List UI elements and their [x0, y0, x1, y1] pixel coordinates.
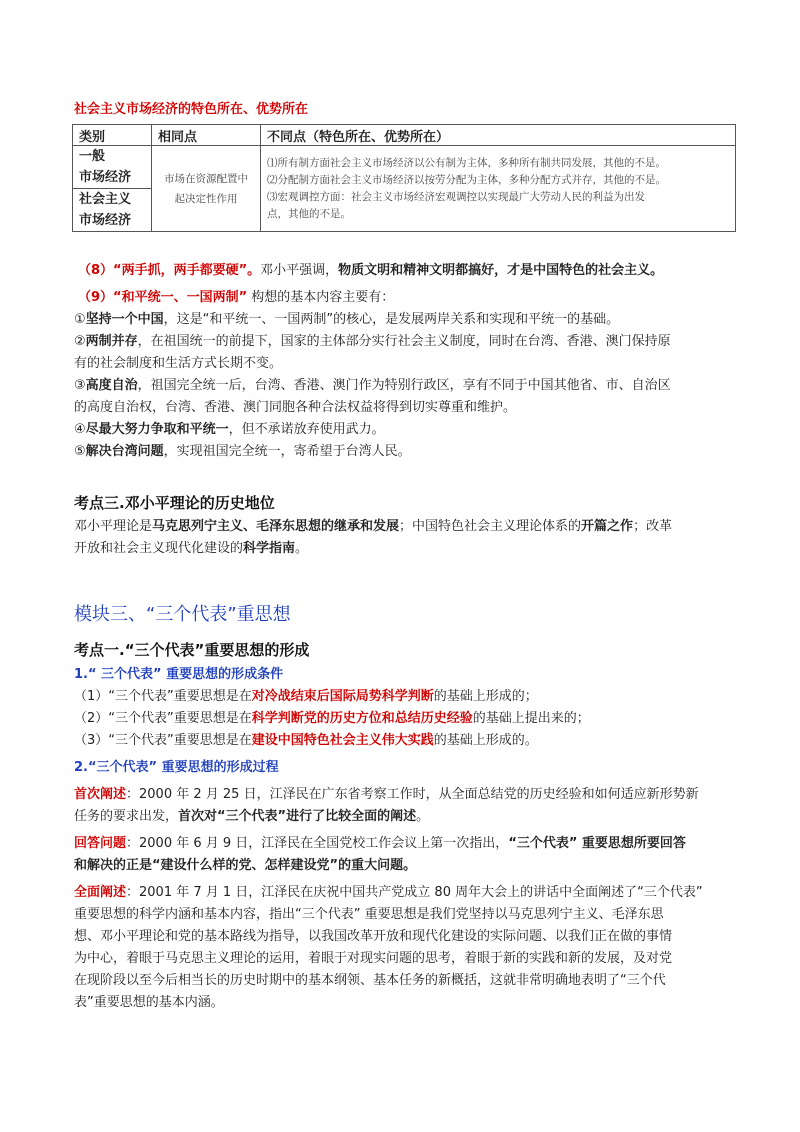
list-item-continuation: 有的社会制度和生活方式长期不变。 [74, 356, 283, 371]
condition-line: （3）“三个代表”重要思想是在建设中国特色社会主义伟大实践的基础上形成的。 [74, 733, 538, 748]
paragraph-line: 在现阶段以至今后相当长的历史时期中的基本纲领、基本任务的新概括，这就非常明确地表明了“三个代 [74, 973, 666, 988]
header-same: 相同点 [152, 125, 261, 146]
paragraph-line: 开放和社会主义现代化建设的科学指南。 [74, 541, 309, 556]
paragraph-line: 想、邓小平理论和党的基本路线为指导，以我国改革开放和现代化建设的实际问题、以我们正在做的事情 [74, 929, 673, 944]
point-8: （8）“两手抓，两手都要硬”。邓小平强调，物质文明和精神文明都搞好，才是中国特色的社会主义。 [78, 263, 664, 278]
paragraph-line: 重要思想的科学内涵和基本内容，指出“三个代表” 重要思想是我们党坚持以马克思列宁主义、毛泽东思 [74, 907, 664, 922]
comparison-table [72, 124, 736, 232]
condition-line: （2）“三个代表”重要思想是在科学判断党的历史方位和总结历史经验的基础上提出来的； [74, 711, 590, 726]
diff-cell [261, 146, 736, 232]
list-item-continuation: 的高度自治权，台湾、香港、澳门同胞各种合法权益将得到切实尊重和维护。 [74, 400, 517, 415]
list-item: ①坚持一个中国，这是“和平统一、一国两制”的核心，是发展两岸关系和实现和平统一的基础。 [74, 312, 620, 327]
table-header-row [73, 125, 736, 146]
list-item: ③高度自治，祖国完全统一后，台湾、香港、澳门作为特别行政区，享有不同于中国其他省、市、自治区 [74, 378, 671, 393]
header-diff: 不同点（特色所在、优势所在） [261, 125, 736, 146]
condition-line: （1）“三个代表”重要思想是在对冷战结束后国际局势科学判断的基础上形成的； [74, 689, 538, 704]
subsection-heading: 2.“三个代表” 重要思想的形成过程 [74, 760, 279, 775]
paragraph-line: 任务的要求出发，首次对“三个代表”进行了比较全面的阐述。 [74, 809, 430, 824]
paragraph-line: 首次阐述：2000 年 2 月 25 日，江泽民在广东省考察工作时，从全面总结党的历史经验和如何适应新形势新 [74, 787, 699, 802]
list-item: ⑤解决台湾问题，实现祖国完全统一，寄希望于台湾人民。 [74, 444, 411, 459]
paragraph-line: 为中心，着眼于马克思主义理论的运用，着眼于对现实问题的思考，着眼于新的实践和新的发展，及对党 [74, 951, 673, 966]
section-heading: 考点三.邓小平理论的历史地位 [74, 494, 275, 512]
table-title: 社会主义市场经济的特色所在、优势所在 [74, 102, 309, 117]
row2-category: 社会主义 市场经济 [73, 189, 152, 232]
diff-line: 点，其他的不是。 [267, 207, 351, 220]
subsection-heading: 1.“ 三个代表” 重要思想的形成条件 [74, 667, 284, 682]
paragraph-line: 和解决的正是“建设什么样的党、怎样建设党”的重大问题。 [74, 858, 417, 873]
header-category: 类别 [73, 125, 152, 146]
diff-line: ⑴所有制方面社会主义市场经济以公有制为主体，多种所有制共同发展，其他的不是。 [267, 156, 666, 169]
paragraph-line: 回答问题：2000 年 6 月 9 日，江泽民在全国党校工作会议上第一次指出，“三个代表” 重要思想所要回答 [74, 836, 686, 851]
section-heading: 考点一.“三个代表”重要思想的形成 [74, 641, 310, 659]
list-item: ④尽最大努力争取和平统一，但不承诺放弃使用武力。 [74, 422, 385, 437]
table-row [73, 146, 736, 189]
paragraph-line: 表”重要思想的基本内涵。 [74, 995, 224, 1010]
point-9: （9）“和平统一、一国两制” 构想的基本内容主要有： [78, 290, 395, 305]
paragraph-line: 全面阐述：2001 年 7 月 1 日，江泽民在庆祝中国共产党成立 80 周年大会上的讲话中全面阐述了“三个代表” [74, 885, 703, 900]
same-cell: 市场在资源配置中 起决定性作用 [152, 146, 261, 232]
paragraph-line: 邓小平理论是马克思列宁主义、毛泽东思想的继承和发展；中国特色社会主义理论体系的开篇之作；改革 [74, 519, 673, 534]
module-heading: 模块三、“三个代表”重思想 [74, 604, 291, 625]
diff-line: ⑵分配制方面社会主义市场经济以按劳分配为主体，多种分配方式并存，其他的不是。 [267, 173, 666, 186]
row1-category: 一般 市场经济 [73, 146, 152, 189]
list-item: ②两制并存，在祖国统一的前提下，国家的主体部分实行社会主义制度，同时在台湾、香港、澳门保持原 [74, 334, 671, 349]
diff-line: ⑶宏观调控方面：社会主义市场经济宏观调控以实现最广大劳动人民的利益为出发 [267, 190, 645, 203]
